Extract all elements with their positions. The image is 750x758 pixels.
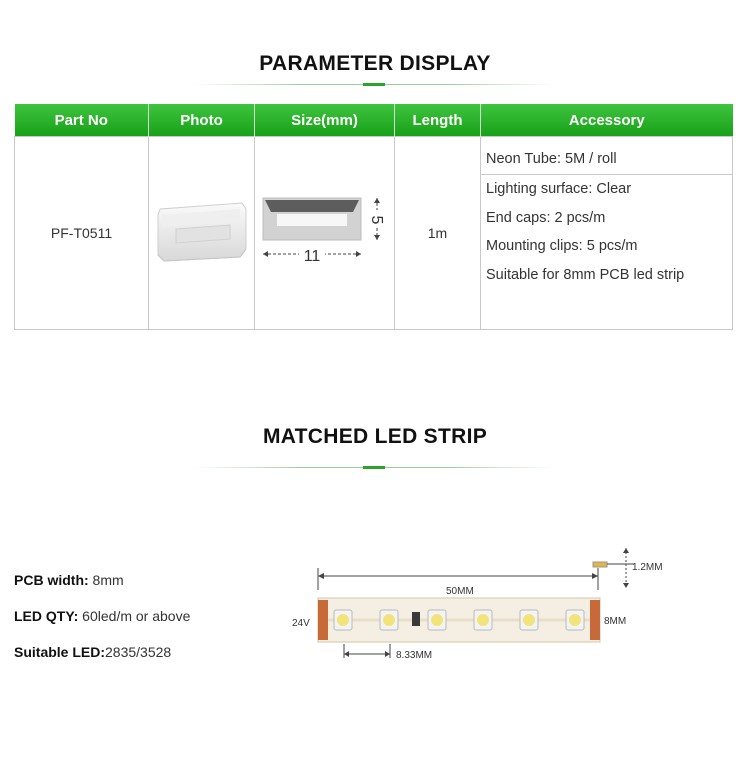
led-chip: [380, 610, 398, 630]
length-label: 50MM: [446, 586, 474, 597]
voltage-label: 24V: [292, 618, 310, 629]
accessory-item: End caps: 2 pcs/m: [486, 209, 606, 226]
spec-value: 60led/m or above: [78, 608, 191, 624]
title-accent-bar: [363, 83, 385, 86]
title-accent-bar: [363, 466, 385, 469]
spec-value: 2835/3528: [105, 644, 172, 660]
length-cell: 1m: [395, 137, 481, 330]
pitch-label: 8.33MM: [396, 650, 433, 661]
header-part-no: Part No: [15, 104, 149, 137]
header-length: Length: [395, 104, 481, 137]
accessory-item: Mounting clips: 5 pcs/m: [486, 238, 638, 254]
spec-label: PCB width:: [14, 572, 89, 588]
parameter-title: PARAMETER DISPLAY: [259, 52, 491, 75]
size-cell: [255, 137, 395, 330]
size-width-label: 11: [303, 247, 320, 265]
photo-cell: [149, 137, 255, 330]
parameter-table: [14, 104, 733, 330]
spec-label: Suitable LED:: [14, 644, 106, 660]
size-diagram: [259, 192, 391, 272]
led-chip: [428, 610, 446, 630]
spec-label: LED QTY:: [14, 608, 79, 624]
header-size: Size(mm): [255, 104, 395, 137]
spec-pcb-width: [14, 572, 124, 588]
thickness-label: 1.2MM: [632, 562, 663, 573]
part-no-cell: PF-T0511: [15, 137, 149, 330]
width-label: 8MM: [604, 616, 627, 627]
led-strip-title: MATCHED LED STRIP: [262, 425, 488, 448]
resistor: [412, 612, 420, 626]
accessory-item: Neon Tube: 5M / roll: [481, 137, 732, 175]
accessory-item: Lighting surface: Clear: [486, 181, 632, 197]
size-height-label: 5: [367, 215, 385, 224]
table-header-row: [15, 104, 733, 137]
spec-value: 8mm: [88, 572, 124, 588]
neon-tube-photo: [154, 199, 250, 265]
led-chip: [334, 610, 352, 630]
table-row: [15, 137, 733, 330]
led-chip: [566, 610, 584, 630]
spec-led-qty: [14, 608, 190, 624]
led-strip-diagram: [288, 540, 673, 670]
accessory-cell: [481, 137, 733, 330]
accessory-item: Suitable for 8mm PCB led strip: [486, 266, 685, 283]
header-accessory: Accessory: [481, 104, 733, 137]
spec-suitable-led: [14, 644, 171, 660]
led-chip: [474, 610, 492, 630]
led-chip: [520, 610, 538, 630]
header-photo: Photo: [149, 104, 255, 137]
